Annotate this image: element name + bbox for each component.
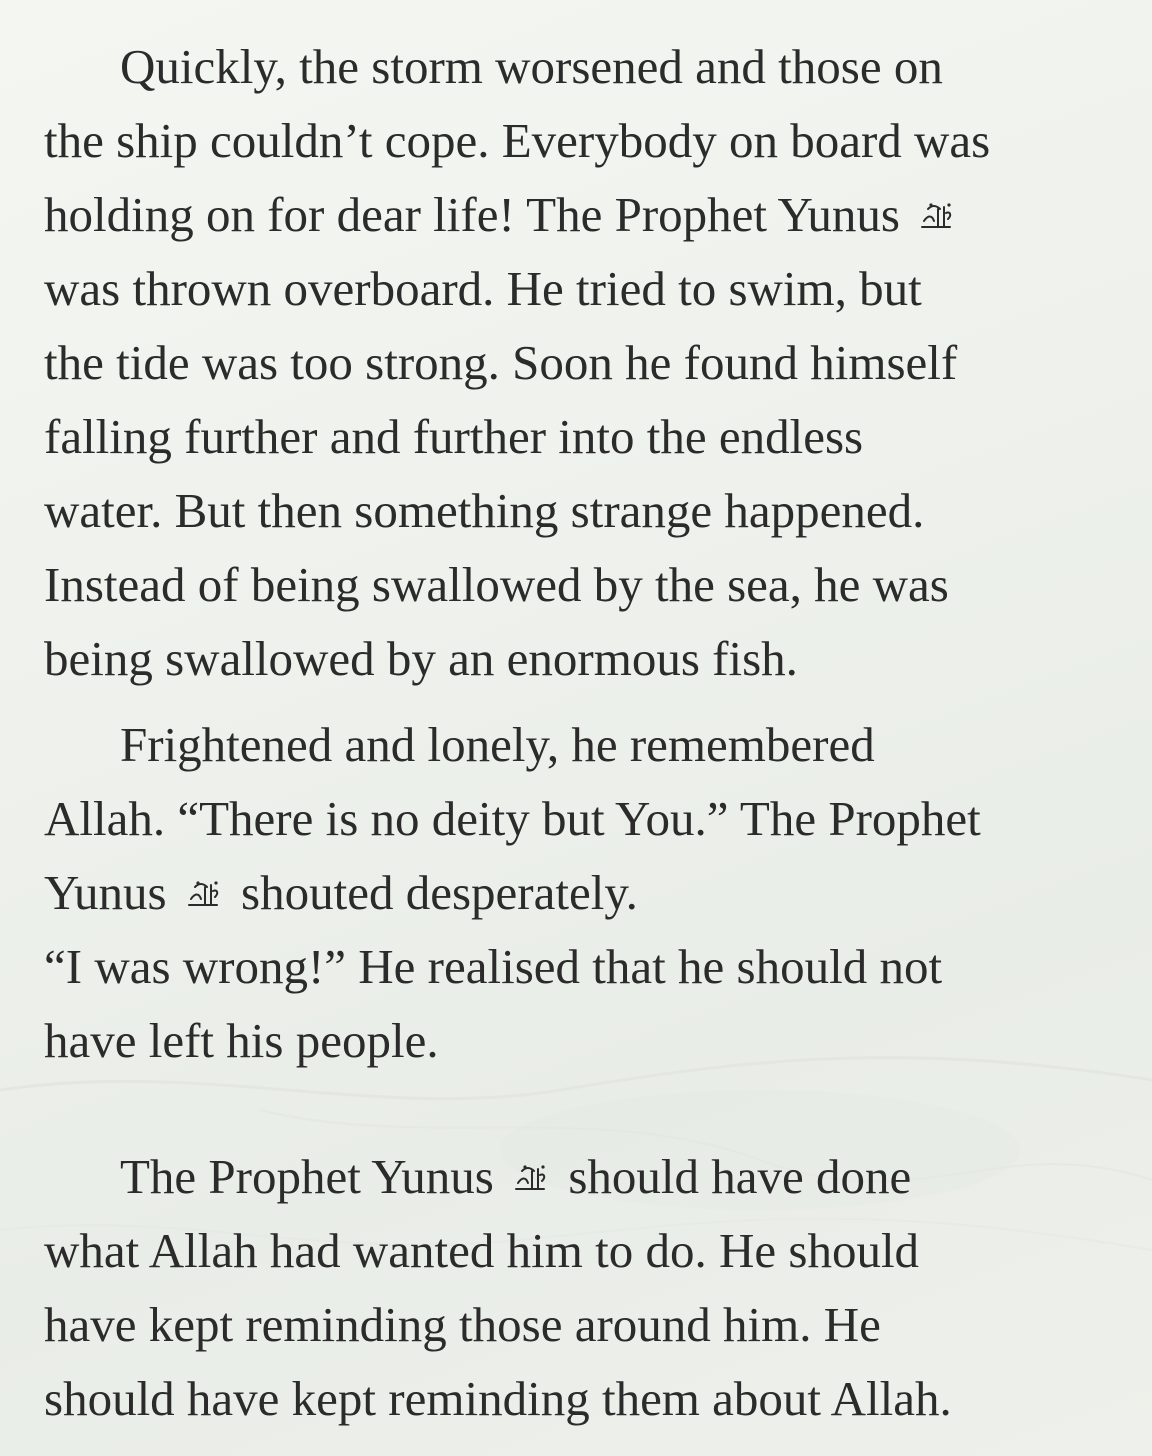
arabic-peace-be-upon-him-icon xyxy=(510,1146,550,1186)
text-line: falling further and further into the endless xyxy=(44,409,864,464)
text-line: Quickly, the storm worsened and those on xyxy=(120,39,943,94)
arabic-peace-be-upon-him-icon xyxy=(916,184,956,224)
text-segment: The Prophet Yunus xyxy=(120,1149,494,1204)
text-line: should have kept reminding them about Allah. xyxy=(44,1371,952,1426)
text-line: the tide was too strong. Soon he found himself xyxy=(44,335,958,390)
text-line: “I was wrong!” He realised that he should not xyxy=(44,939,943,994)
text-line: Frightened and lonely, he remembered xyxy=(120,717,875,772)
text-line: Instead of being swallowed by the sea, he was xyxy=(44,557,949,612)
text-segment: holding on for dear life! The Prophet Yunus xyxy=(44,187,900,242)
paragraph-1 xyxy=(44,30,1134,696)
text-segment: Yunus xyxy=(44,865,167,920)
text-line: what Allah had wanted him to do. He should xyxy=(44,1223,920,1278)
text-segment: shouted desperately. xyxy=(241,865,638,920)
text-line: the ship couldn’t cope. Everybody on board was xyxy=(44,113,991,168)
text-line-with-honorific xyxy=(44,856,1134,930)
text-line-with-honorific xyxy=(44,1140,1134,1214)
arabic-peace-be-upon-him-icon xyxy=(183,862,223,902)
text-line: Allah. “There is no deity but You.” The Prophet xyxy=(44,791,981,846)
text-line: water. But then something strange happened. xyxy=(44,483,925,538)
paragraph-3 xyxy=(44,1140,1134,1436)
paragraph-2 xyxy=(44,708,1134,1078)
text-line: being swallowed by an enormous fish. xyxy=(44,631,798,686)
text-line-with-honorific xyxy=(44,178,1134,252)
text-line: was thrown overboard. He tried to swim, but xyxy=(44,261,922,316)
text-segment: should have done xyxy=(568,1149,912,1204)
text-line: have kept reminding those around him. He xyxy=(44,1297,881,1352)
text-line: have left his people. xyxy=(44,1013,439,1068)
